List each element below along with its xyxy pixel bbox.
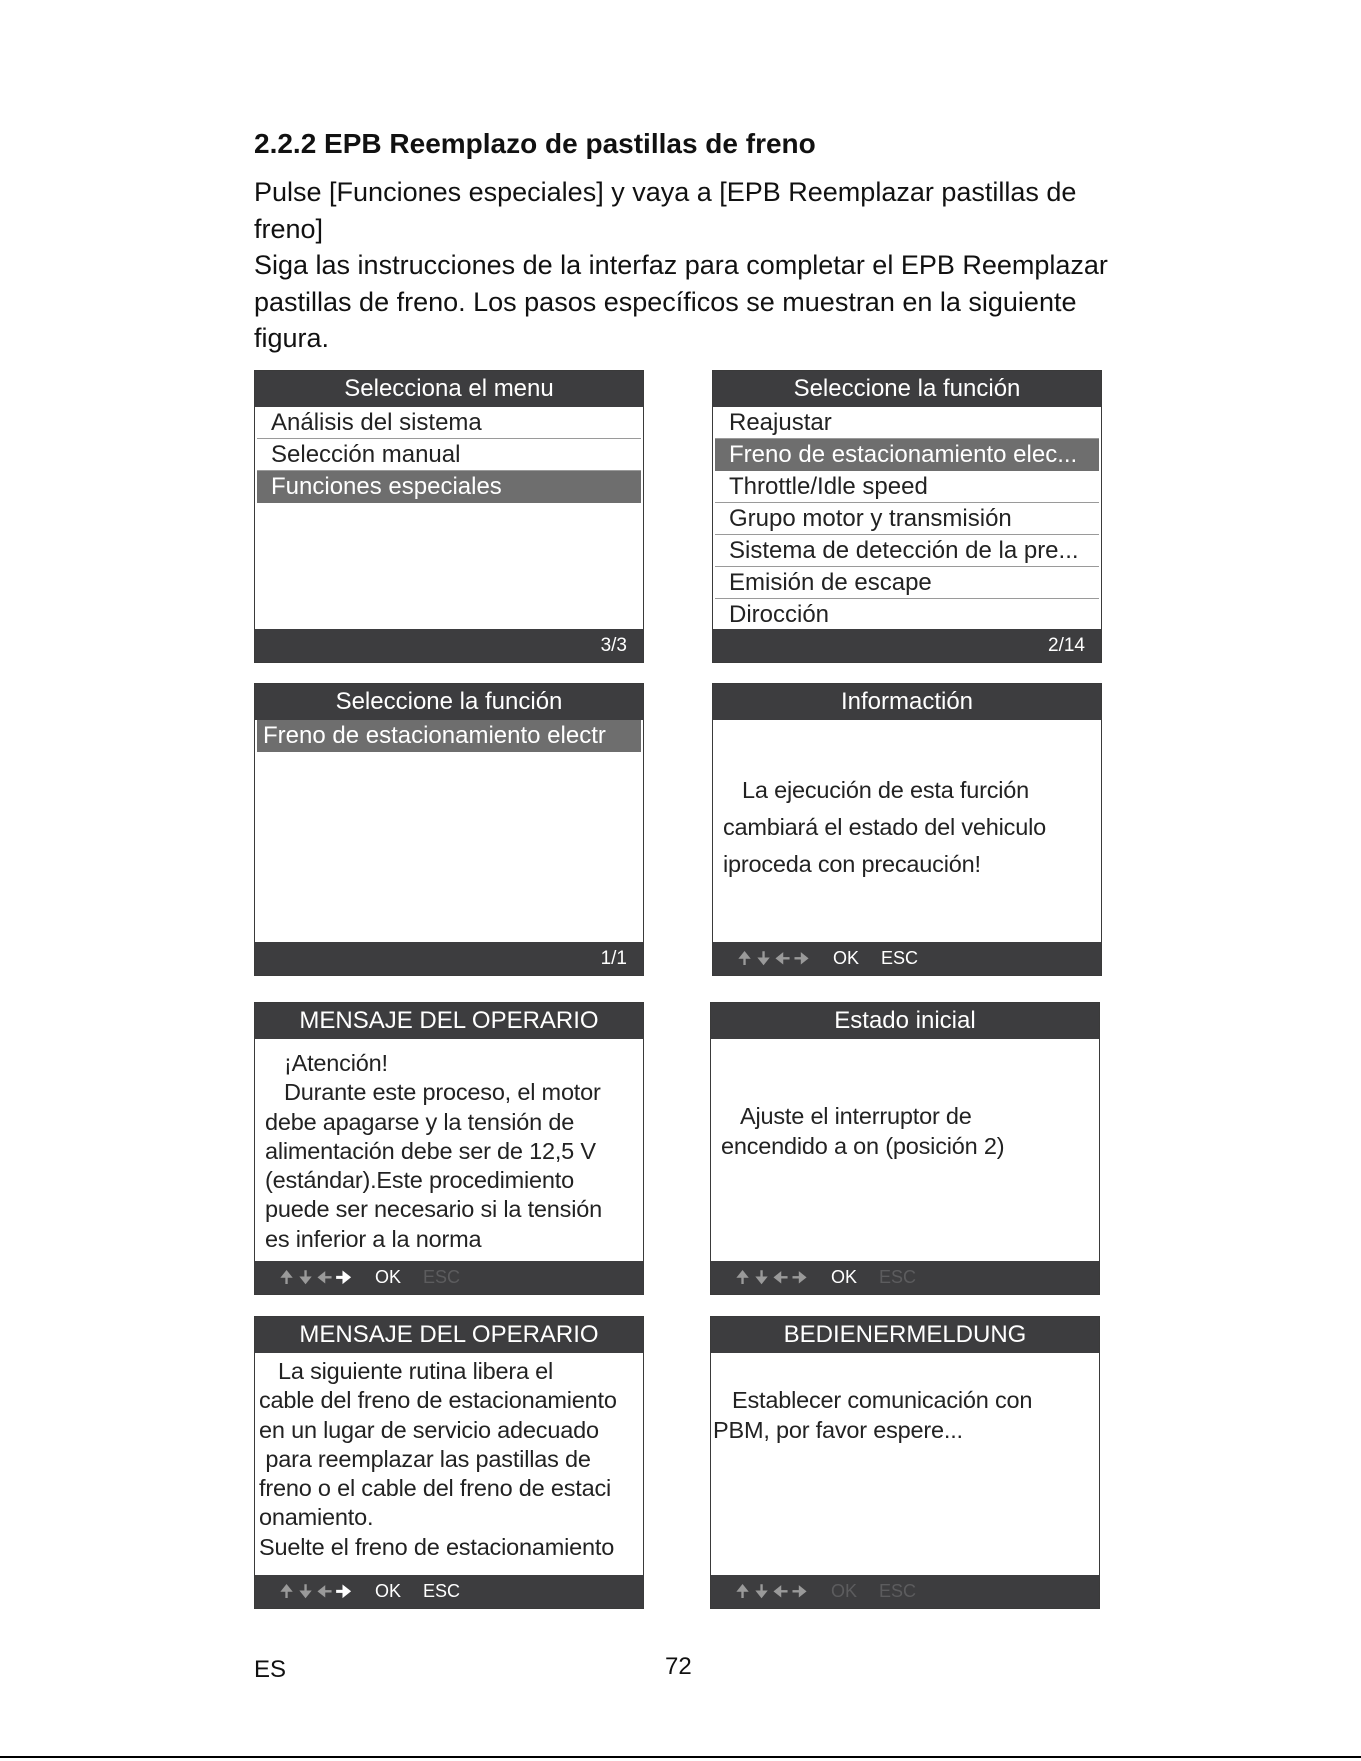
intro-paragraph-2: Siga las instrucciones de la interfaz para completar el EPB Reemplazar pastillas de freno. Los pasos específicos se muestran en la siguiente figura. bbox=[254, 250, 1108, 353]
screen-select-function bbox=[712, 370, 1102, 663]
menu-item-reajustar[interactable]: Reajustar bbox=[715, 407, 1099, 439]
section-heading: 2.2.2 EPB Reemplazo de pastillas de freno bbox=[254, 128, 816, 159]
arrow-up-icon[interactable]: 🠉 bbox=[737, 949, 752, 968]
menu-item-grupo-motor[interactable]: Grupo motor y transmisión bbox=[715, 503, 1099, 535]
arrow-up-icon[interactable]: 🠉 bbox=[735, 1582, 750, 1601]
menu-list bbox=[257, 720, 641, 752]
screen-title: Seleccione la función bbox=[713, 371, 1101, 407]
menu-item-seleccion-manual[interactable]: Selección manual bbox=[257, 439, 641, 471]
screen-select-menu bbox=[254, 370, 644, 663]
screen-message: Establecer comunicación con PBM, por favor espere... bbox=[713, 1387, 1033, 1443]
page-indicator: 2/14 bbox=[1048, 635, 1085, 656]
screen-title: Informactión bbox=[713, 684, 1101, 720]
intro-paragraph-1: Pulse [Funciones especiales] y vaya a [EPB Reemplazar pastillas de freno] bbox=[254, 177, 1077, 244]
screen-title: BEDIENERMELDUNG bbox=[711, 1317, 1099, 1353]
screen-footer bbox=[711, 1575, 1099, 1608]
arrow-up-icon[interactable]: 🠉 bbox=[735, 1268, 750, 1287]
menu-list bbox=[257, 407, 641, 503]
menu-item-throttle[interactable]: Throttle/Idle speed bbox=[715, 471, 1099, 503]
arrow-down-icon[interactable]: 🠋 bbox=[298, 1268, 313, 1287]
screen-title: MENSAJE DEL OPERARIO bbox=[255, 1317, 643, 1353]
page-indicator: 1/1 bbox=[600, 948, 627, 969]
nav-controls bbox=[277, 1261, 460, 1294]
arrow-left-icon[interactable]: 🠈 bbox=[772, 1582, 789, 1601]
arrow-down-icon[interactable]: 🠋 bbox=[754, 1582, 769, 1601]
nav-controls bbox=[735, 942, 918, 975]
esc-button[interactable]: ESC bbox=[879, 1267, 917, 1287]
arrow-right-icon[interactable]: 🠊 bbox=[335, 1582, 352, 1601]
arrow-up-icon[interactable]: 🠉 bbox=[279, 1268, 294, 1287]
arrow-left-icon[interactable]: 🠈 bbox=[774, 949, 791, 968]
screen-title: Estado inicial bbox=[711, 1003, 1099, 1039]
screen-footer bbox=[255, 1261, 643, 1294]
screen-message: Ajuste el interruptor de encendido a on (posición 2) bbox=[721, 1103, 1005, 1159]
menu-item-funciones-especiales[interactable]: Funciones especiales bbox=[257, 471, 641, 503]
screen-footer bbox=[713, 942, 1101, 975]
ok-button[interactable]: OK bbox=[833, 948, 860, 968]
arrow-down-icon[interactable]: 🠋 bbox=[756, 949, 771, 968]
esc-button[interactable]: ESC bbox=[879, 1581, 917, 1601]
page-number: 72 bbox=[665, 1653, 692, 1680]
menu-item-sistema-deteccion[interactable]: Sistema de detección de la pre... bbox=[715, 535, 1099, 567]
footer-language: ES bbox=[254, 1656, 287, 1683]
ok-button[interactable]: OK bbox=[375, 1267, 402, 1287]
screen-information bbox=[712, 683, 1102, 976]
screen-footer bbox=[713, 629, 1101, 662]
arrow-right-icon[interactable]: 🠊 bbox=[335, 1268, 352, 1287]
arrow-left-icon[interactable]: 🠈 bbox=[316, 1268, 333, 1287]
esc-button[interactable]: ESC bbox=[423, 1267, 461, 1287]
nav-controls bbox=[733, 1261, 916, 1294]
arrow-up-icon[interactable]: 🠉 bbox=[279, 1582, 294, 1601]
nav-controls bbox=[277, 1575, 460, 1608]
menu-item-direccion[interactable]: Dirocción bbox=[715, 599, 1099, 631]
screen-title: Selecciona el menu bbox=[255, 371, 643, 407]
screen-title: MENSAJE DEL OPERARIO bbox=[255, 1003, 643, 1039]
screen-initial-state bbox=[710, 1002, 1100, 1295]
arrow-right-icon[interactable]: 🠊 bbox=[791, 1582, 808, 1601]
arrow-left-icon[interactable]: 🠈 bbox=[316, 1582, 333, 1601]
esc-button[interactable]: ESC bbox=[881, 948, 919, 968]
ok-button[interactable]: OK bbox=[831, 1267, 858, 1287]
screen-footer bbox=[255, 942, 643, 975]
arrow-left-icon[interactable]: 🠈 bbox=[772, 1268, 789, 1287]
screen-footer bbox=[711, 1261, 1099, 1294]
screen-operator-message-2 bbox=[254, 1316, 644, 1609]
arrow-down-icon[interactable]: 🠋 bbox=[754, 1268, 769, 1287]
intro-text bbox=[254, 174, 1124, 357]
screen-title: Seleccione la función bbox=[255, 684, 643, 720]
menu-list bbox=[715, 407, 1099, 631]
bottom-rule bbox=[0, 1756, 1361, 1758]
menu-item-analisis[interactable]: Análisis del sistema bbox=[257, 407, 641, 439]
page-indicator: 3/3 bbox=[600, 635, 627, 656]
screen-operator-message-1 bbox=[254, 1002, 644, 1295]
screen-select-function-epb bbox=[254, 683, 644, 976]
esc-button[interactable]: ESC bbox=[423, 1581, 461, 1601]
menu-item-emision[interactable]: Emisión de escape bbox=[715, 567, 1099, 599]
screen-message: La ejecución de esta furción cambiará el estado del vehiculo iproceda con precaución! bbox=[723, 777, 1046, 877]
menu-item-freno-estacionamiento[interactable]: Freno de estacionamiento elec... bbox=[715, 439, 1099, 471]
screen-footer bbox=[255, 1575, 643, 1608]
nav-controls bbox=[733, 1575, 916, 1608]
arrow-right-icon[interactable]: 🠊 bbox=[791, 1268, 808, 1287]
arrow-right-icon[interactable]: 🠊 bbox=[793, 949, 810, 968]
screen-message: La siguiente rutina libera el cable del freno de estacionamiento en un lugar de servicio adecuado para reemplazar las pastillas de freno o el cable del freno de estaci onamiento. Suelte el freno de estacionamiento bbox=[259, 1358, 617, 1560]
ok-button[interactable]: OK bbox=[831, 1581, 858, 1601]
menu-item-freno-estacionamiento-electr[interactable]: Freno de estacionamiento electr bbox=[257, 720, 641, 752]
ok-button[interactable]: OK bbox=[375, 1581, 402, 1601]
screen-message: ¡Atención! Durante este proceso, el motor debe apagarse y la tensión de alimentación debe ser de 12,5 V (estándar).Este procedimiento puede ser necesario si la tensión es inferior a la norma bbox=[265, 1050, 602, 1252]
screen-footer bbox=[255, 629, 643, 662]
arrow-down-icon[interactable]: 🠋 bbox=[298, 1582, 313, 1601]
screen-operator-message-3 bbox=[710, 1316, 1100, 1609]
